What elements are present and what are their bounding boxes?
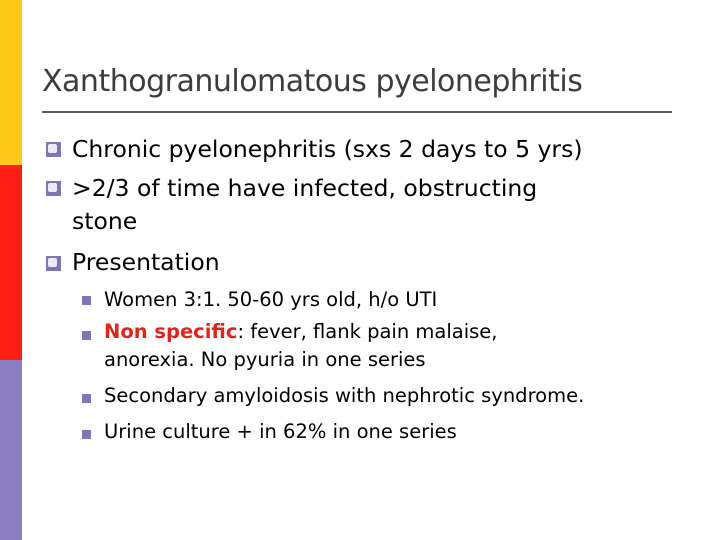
highlight-text: Non specific: [104, 320, 238, 343]
bullet-item-continuation: stone: [72, 207, 138, 235]
title-underline: [42, 111, 672, 113]
left-accent-bar: [0, 0, 22, 540]
bullet-item: Chronic pyelonephritis (sxs 2 days to 5 yrs): [72, 135, 583, 163]
square-bullet-icon: [46, 181, 61, 196]
accent-bar-red-segment: [0, 165, 22, 360]
sub-bullet-item: Urine culture + in 62% in one series: [104, 420, 457, 443]
bullet-item: Presentation: [72, 248, 220, 276]
sub-bullet-item-continuation: anorexia. No pyuria in one series: [104, 348, 426, 371]
sub-bullet-item: Women 3:1. 50-60 yrs old, h/o UTI: [104, 288, 438, 311]
small-square-bullet-icon: [82, 296, 91, 305]
accent-bar-yellow-segment: [0, 0, 22, 165]
sub-bullet-text: : fever, flank pain malaise,: [237, 320, 498, 343]
sub-bullet-item: Secondary amyloidosis with nephrotic syndrome.: [104, 384, 585, 407]
small-square-bullet-icon: [82, 430, 91, 439]
slide-title: Xanthogranulomatous pyelonephritis: [42, 64, 583, 99]
accent-bar-purple-segment: [0, 360, 22, 540]
small-square-bullet-icon: [82, 331, 91, 340]
square-bullet-icon: [46, 256, 61, 271]
square-bullet-icon: [46, 142, 61, 157]
bullet-item: >2/3 of time have infected, obstructing: [72, 174, 538, 202]
small-square-bullet-icon: [82, 394, 91, 403]
